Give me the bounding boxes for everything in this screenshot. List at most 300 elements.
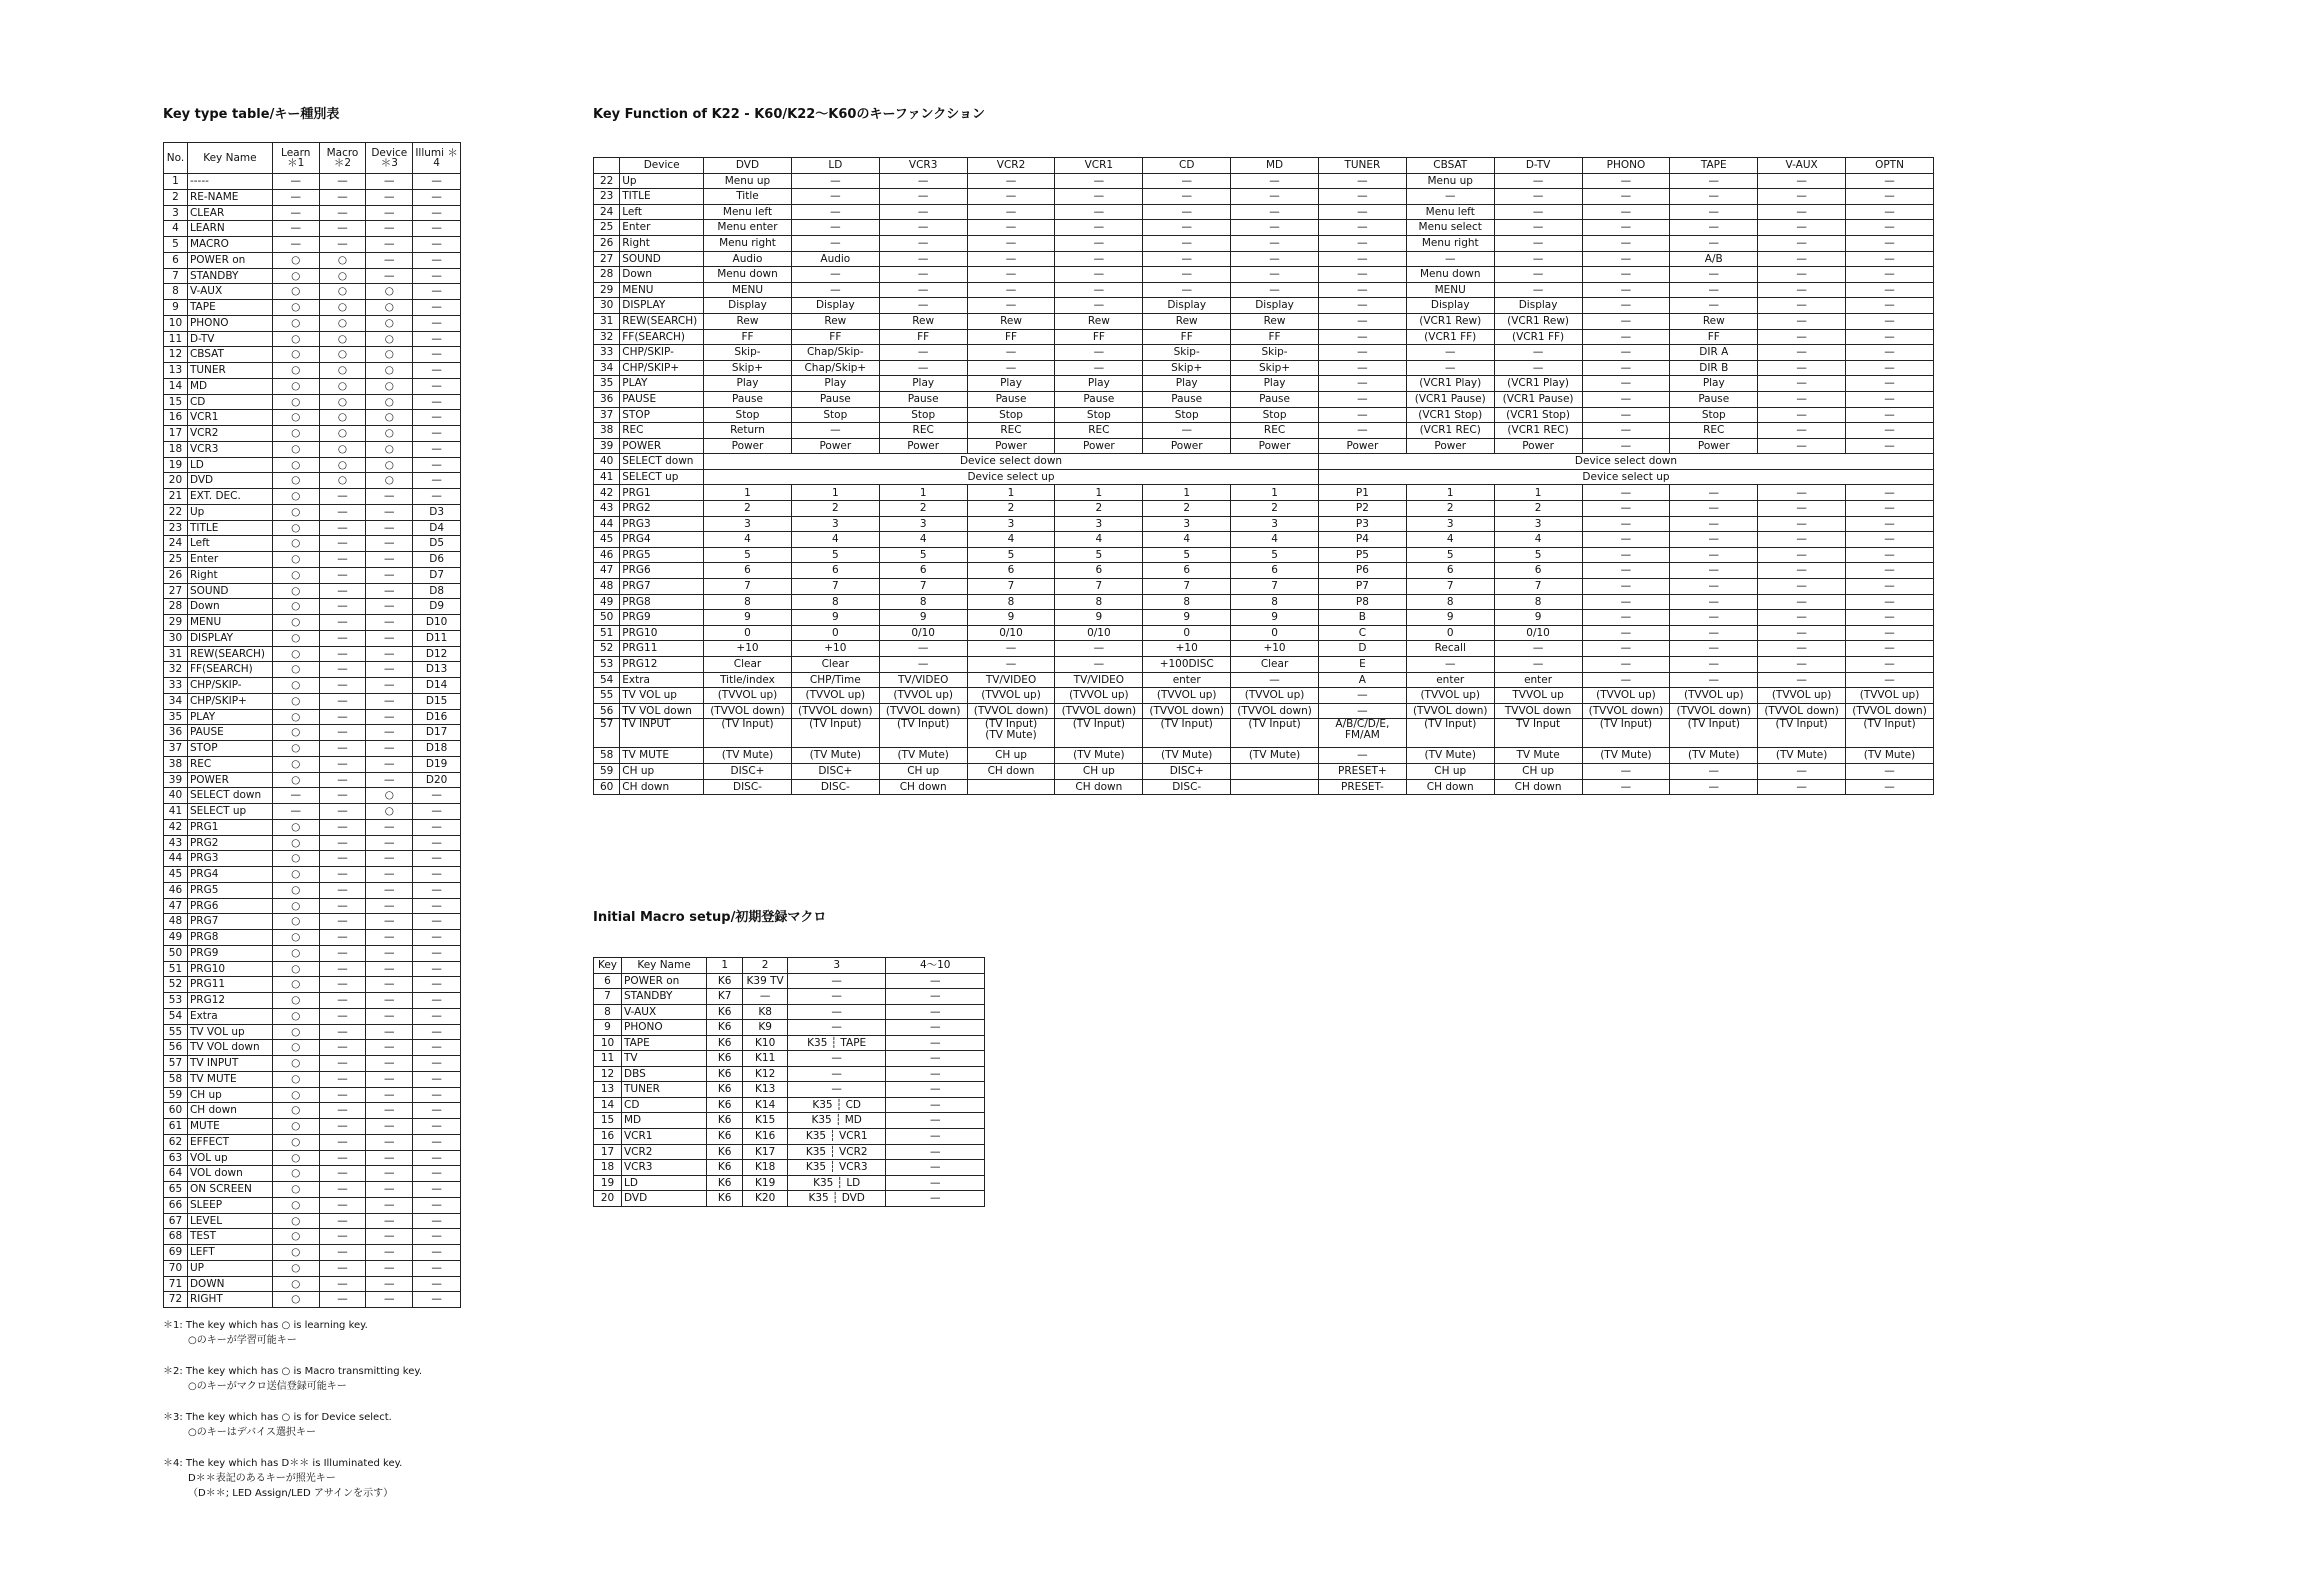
function-cell: (TVVOL down) xyxy=(704,703,792,719)
footnote xyxy=(163,1318,422,1348)
key-type-cell: — xyxy=(366,1197,413,1213)
key-number: 17 xyxy=(594,1144,622,1160)
function-cell: enter xyxy=(1494,672,1582,688)
key-number: 25 xyxy=(594,220,620,236)
function-cell: 6 xyxy=(1055,563,1143,579)
function-cell: — xyxy=(1055,204,1143,220)
key-number: 64 xyxy=(164,1166,188,1182)
key-type-row xyxy=(164,347,461,363)
key-type-cell: ○ xyxy=(272,473,319,489)
key-function-row xyxy=(594,516,1934,532)
footnote-english: ＊4: The key which has D＊＊ is Illuminated key. xyxy=(163,1458,403,1469)
function-cell: 1 xyxy=(1055,485,1143,501)
key-number: 37 xyxy=(164,741,188,757)
function-cell: — xyxy=(1582,532,1670,548)
key-type-row xyxy=(164,930,461,946)
initial-macro-header-row xyxy=(594,958,985,974)
key-number: 71 xyxy=(164,1276,188,1292)
key-function-row xyxy=(594,235,1934,251)
function-cell: 1 xyxy=(967,485,1055,501)
key-type-cell: — xyxy=(319,756,366,772)
function-cell: — xyxy=(1318,391,1406,407)
key-name: STANDBY xyxy=(187,268,272,284)
key-type-cell: ○ xyxy=(366,331,413,347)
function-cell: B xyxy=(1318,610,1406,626)
function-cell: — xyxy=(1758,298,1846,314)
function-cell: — xyxy=(1494,360,1582,376)
key-type-cell: — xyxy=(413,882,461,898)
device-header-cell: Device xyxy=(620,158,704,174)
macro-step: K35 ┆ MD xyxy=(787,1113,886,1129)
key-name: CHP/SKIP- xyxy=(620,345,704,361)
key-type-cell: — xyxy=(319,504,366,520)
key-type-cell: ○ xyxy=(272,457,319,473)
function-cell: +100DISC xyxy=(1143,657,1231,673)
key-number: 22 xyxy=(594,173,620,189)
device-header-cell: VCR3 xyxy=(879,158,967,174)
key-number: 37 xyxy=(594,407,620,423)
function-cell: 6 xyxy=(879,563,967,579)
macro-row xyxy=(594,1004,985,1020)
function-cell: — xyxy=(1231,189,1319,205)
function-cell: Rew xyxy=(1231,313,1319,329)
key-type-row xyxy=(164,1260,461,1276)
function-cell: (TVVOL up) xyxy=(1231,688,1319,704)
key-number: 54 xyxy=(594,672,620,688)
key-type-cell: — xyxy=(319,630,366,646)
key-name: TV VOL down xyxy=(620,703,704,719)
macro-step: K17 xyxy=(743,1144,788,1160)
key-type-cell: ○ xyxy=(272,772,319,788)
function-cell: — xyxy=(1582,641,1670,657)
device-header-cell: TUNER xyxy=(1318,158,1406,174)
key-type-cell: ○ xyxy=(319,284,366,300)
function-cell: — xyxy=(1318,376,1406,392)
key-name: ----- xyxy=(187,174,272,190)
function-cell: — xyxy=(1758,610,1846,626)
key-number: 56 xyxy=(164,1040,188,1056)
function-cell: (VCR1 Play) xyxy=(1494,376,1582,392)
key-type-cell: — xyxy=(319,1071,366,1087)
key-type-cell: — xyxy=(319,977,366,993)
key-number: 57 xyxy=(164,1056,188,1072)
key-type-cell: ○ xyxy=(319,363,366,379)
key-type-cell: ○ xyxy=(272,363,319,379)
key-type-row xyxy=(164,709,461,725)
function-cell: P7 xyxy=(1318,579,1406,595)
key-type-cell: — xyxy=(319,851,366,867)
function-cell: Skip+ xyxy=(1143,360,1231,376)
key-type-cell: — xyxy=(366,1024,413,1040)
function-cell: 5 xyxy=(967,547,1055,563)
key-number: 52 xyxy=(164,977,188,993)
macro-step: — xyxy=(886,1113,985,1129)
key-type-cell: — xyxy=(366,693,413,709)
function-cell: P6 xyxy=(1318,563,1406,579)
key-number: 49 xyxy=(164,930,188,946)
function-cell: — xyxy=(1758,345,1846,361)
function-cell: — xyxy=(1318,313,1406,329)
function-cell xyxy=(967,779,1055,795)
key-type-cell: — xyxy=(319,1040,366,1056)
key-type-cell: ○ xyxy=(272,1134,319,1150)
function-cell: — xyxy=(1143,267,1231,283)
key-type-cell: — xyxy=(319,489,366,505)
key-name: PRG6 xyxy=(620,563,704,579)
key-number: 5 xyxy=(164,237,188,253)
function-cell: — xyxy=(791,267,879,283)
function-cell: Power xyxy=(1670,438,1758,454)
key-name: REW(SEARCH) xyxy=(620,313,704,329)
function-cell: — xyxy=(1670,610,1758,626)
footnote-japanese: ○のキーがマクロ送信登録可能キー xyxy=(188,1381,347,1392)
key-type-cell: ○ xyxy=(272,1276,319,1292)
function-cell: Clear xyxy=(1231,657,1319,673)
key-name: PRG8 xyxy=(187,930,272,946)
function-cell: 3 xyxy=(1494,516,1582,532)
key-name: TITLE xyxy=(620,189,704,205)
key-name: PHONO xyxy=(187,315,272,331)
key-name: TV VOL up xyxy=(187,1024,272,1040)
footnote-english: ＊1: The key which has ○ is learning key. xyxy=(163,1320,368,1331)
key-type-cell: ○ xyxy=(272,1292,319,1308)
function-cell: — xyxy=(1670,501,1758,517)
key-type-cell: — xyxy=(319,835,366,851)
key-type-cell: — xyxy=(413,1213,461,1229)
function-cell: — xyxy=(1231,220,1319,236)
select-span-left: Device select down xyxy=(704,454,1319,470)
key-type-row xyxy=(164,189,461,205)
function-cell: +10 xyxy=(1231,641,1319,657)
function-cell: A xyxy=(1318,672,1406,688)
device-header-cell: CBSAT xyxy=(1406,158,1494,174)
key-type-cell: ○ xyxy=(272,583,319,599)
macro-step: K14 xyxy=(743,1097,788,1113)
key-type-cell: ○ xyxy=(272,977,319,993)
key-type-cell: — xyxy=(272,174,319,190)
function-cell: — xyxy=(1318,204,1406,220)
key-type-cell: ○ xyxy=(272,1087,319,1103)
key-type-row xyxy=(164,1292,461,1308)
key-name: TV VOL down xyxy=(187,1040,272,1056)
function-cell: — xyxy=(1758,329,1846,345)
function-cell: — xyxy=(1318,748,1406,764)
key-name: TV xyxy=(622,1051,707,1067)
function-cell: 4 xyxy=(791,532,879,548)
function-cell: 8 xyxy=(1231,594,1319,610)
function-cell: 5 xyxy=(1055,547,1143,563)
key-number: 39 xyxy=(164,772,188,788)
key-number: 44 xyxy=(164,851,188,867)
function-cell: 0/10 xyxy=(1494,625,1582,641)
function-cell: TVVOL up xyxy=(1494,688,1582,704)
key-name: Up xyxy=(187,504,272,520)
key-number: 36 xyxy=(594,391,620,407)
key-number: 51 xyxy=(594,625,620,641)
function-cell: — xyxy=(1582,423,1670,439)
macro-step: K6 xyxy=(707,1144,743,1160)
key-number: 30 xyxy=(594,298,620,314)
function-cell: REC xyxy=(879,423,967,439)
function-cell: D xyxy=(1318,641,1406,657)
key-type-cell: — xyxy=(319,1260,366,1276)
key-type-cell: — xyxy=(272,804,319,820)
key-type-cell: — xyxy=(366,741,413,757)
key-type-cell: — xyxy=(366,1119,413,1135)
key-type-cell: ○ xyxy=(272,426,319,442)
key-name: MENU xyxy=(187,615,272,631)
function-cell: — xyxy=(879,282,967,298)
function-cell: — xyxy=(1670,579,1758,595)
key-type-cell: — xyxy=(366,1260,413,1276)
key-type-row xyxy=(164,1119,461,1135)
function-cell xyxy=(1231,779,1319,795)
key-type-cell: ○ xyxy=(272,552,319,568)
function-cell: — xyxy=(1582,625,1670,641)
function-cell: — xyxy=(1670,657,1758,673)
function-cell: — xyxy=(967,282,1055,298)
function-cell: Recall xyxy=(1406,641,1494,657)
function-cell: (TVVOL down) xyxy=(967,703,1055,719)
function-cell: — xyxy=(1846,220,1934,236)
key-name: FF(SEARCH) xyxy=(620,329,704,345)
function-cell: — xyxy=(1758,407,1846,423)
footnote xyxy=(163,1410,422,1440)
key-type-row xyxy=(164,1056,461,1072)
key-number: 12 xyxy=(164,347,188,363)
key-type-cell: — xyxy=(366,1103,413,1119)
key-function-row xyxy=(594,376,1934,392)
device-header-cell: TAPE xyxy=(1670,158,1758,174)
key-type-cell: — xyxy=(319,174,366,190)
function-cell: 8 xyxy=(1055,594,1143,610)
key-number: 28 xyxy=(594,267,620,283)
key-type-row xyxy=(164,221,461,237)
macro-step: K6 xyxy=(707,1082,743,1098)
macro-step: K6 xyxy=(707,1066,743,1082)
key-type-cell: — xyxy=(366,1150,413,1166)
key-number: 59 xyxy=(164,1087,188,1103)
key-number: 20 xyxy=(164,473,188,489)
function-cell: (VCR1 Rew) xyxy=(1406,313,1494,329)
function-cell: — xyxy=(967,251,1055,267)
key-type-row xyxy=(164,1071,461,1087)
key-number: 6 xyxy=(594,973,622,989)
function-cell: — xyxy=(967,267,1055,283)
key-number: 61 xyxy=(164,1119,188,1135)
key-name: Down xyxy=(620,267,704,283)
key-type-cell: ○ xyxy=(366,788,413,804)
key-type-cell: — xyxy=(366,977,413,993)
key-number: 67 xyxy=(164,1213,188,1229)
key-number: 13 xyxy=(164,363,188,379)
function-cell: — xyxy=(1846,672,1934,688)
function-cell: — xyxy=(1055,657,1143,673)
function-cell: FF xyxy=(1143,329,1231,345)
key-function-row xyxy=(594,657,1934,673)
key-number: 18 xyxy=(594,1160,622,1176)
function-cell: — xyxy=(967,235,1055,251)
function-cell: +10 xyxy=(1143,641,1231,657)
key-type-cell: — xyxy=(366,205,413,221)
function-cell: (TV Mute) xyxy=(791,748,879,764)
function-cell: — xyxy=(1846,173,1934,189)
function-cell: FF xyxy=(1670,329,1758,345)
function-cell: CH up xyxy=(1494,763,1582,779)
key-type-cell: ○ xyxy=(272,1103,319,1119)
function-cell: — xyxy=(1055,267,1143,283)
key-type-cell: — xyxy=(413,804,461,820)
key-type-cell: ○ xyxy=(272,930,319,946)
key-type-row xyxy=(164,378,461,394)
key-type-row xyxy=(164,1245,461,1261)
function-cell: Power xyxy=(1231,438,1319,454)
footnote-english: ＊2: The key which has ○ is Macro transmitting key. xyxy=(163,1366,423,1377)
function-cell: Play xyxy=(791,376,879,392)
function-cell: (TV Input) xyxy=(791,719,879,748)
key-type-cell: — xyxy=(366,898,413,914)
function-cell: — xyxy=(1670,189,1758,205)
key-type-row xyxy=(164,1197,461,1213)
key-type-cell: — xyxy=(366,1182,413,1198)
key-type-cell: ○ xyxy=(272,1071,319,1087)
function-cell: (TVVOL down) xyxy=(1758,703,1846,719)
key-type-cell: — xyxy=(413,1245,461,1261)
function-cell: (TVVOL up) xyxy=(1406,688,1494,704)
key-function-row xyxy=(594,594,1934,610)
key-function-row xyxy=(594,173,1934,189)
key-number: 19 xyxy=(594,1175,622,1191)
macro-step: — xyxy=(886,1004,985,1020)
function-cell: Skip+ xyxy=(704,360,792,376)
key-type-cell: — xyxy=(366,1008,413,1024)
function-cell: FF xyxy=(879,329,967,345)
function-cell: — xyxy=(1846,547,1934,563)
function-cell: — xyxy=(1582,360,1670,376)
key-type-cell: — xyxy=(413,788,461,804)
function-cell: — xyxy=(1758,563,1846,579)
function-cell: — xyxy=(1582,501,1670,517)
key-name: Enter xyxy=(620,220,704,236)
function-cell: 5 xyxy=(1494,547,1582,563)
function-cell: DISC- xyxy=(704,779,792,795)
key-number: 15 xyxy=(594,1113,622,1129)
function-cell: — xyxy=(1758,547,1846,563)
key-name: PRG4 xyxy=(620,532,704,548)
function-cell: 5 xyxy=(1143,547,1231,563)
key-type-cell: — xyxy=(272,221,319,237)
key-name: REC xyxy=(187,756,272,772)
key-type-cell: — xyxy=(366,914,413,930)
key-name: PRG3 xyxy=(187,851,272,867)
macro-step: K11 xyxy=(743,1051,788,1067)
key-name: TITLE xyxy=(187,520,272,536)
function-cell: P5 xyxy=(1318,547,1406,563)
key-function-row xyxy=(594,345,1934,361)
key-number: 70 xyxy=(164,1260,188,1276)
key-number: 60 xyxy=(164,1103,188,1119)
function-cell: Menu up xyxy=(1406,173,1494,189)
key-number: 27 xyxy=(164,583,188,599)
key-name: CD xyxy=(622,1097,707,1113)
macro-step: K35 ┆ DVD xyxy=(787,1191,886,1207)
function-cell: Title/index xyxy=(704,672,792,688)
key-type-cell: ○ xyxy=(319,268,366,284)
key-type-cell: ○ xyxy=(319,378,366,394)
function-cell: C xyxy=(1318,625,1406,641)
key-type-row xyxy=(164,1134,461,1150)
function-cell: — xyxy=(1582,438,1670,454)
key-type-row xyxy=(164,1008,461,1024)
key-type-cell: ○ xyxy=(272,284,319,300)
macro-row xyxy=(594,1175,985,1191)
key-number: 52 xyxy=(594,641,620,657)
function-cell: 6 xyxy=(791,563,879,579)
key-type-row xyxy=(164,426,461,442)
key-type-cell: D12 xyxy=(413,646,461,662)
key-name: LD xyxy=(187,457,272,473)
key-type-cell: D20 xyxy=(413,772,461,788)
key-name: LEVEL xyxy=(187,1213,272,1229)
function-cell: Display xyxy=(1406,298,1494,314)
key-name: TAPE xyxy=(187,300,272,316)
function-cell: 9 xyxy=(1231,610,1319,626)
key-name: DBS xyxy=(622,1066,707,1082)
function-cell: Skip- xyxy=(704,345,792,361)
function-cell: 0 xyxy=(1406,625,1494,641)
key-type-row xyxy=(164,882,461,898)
key-type-row xyxy=(164,174,461,190)
function-cell: 0/10 xyxy=(967,625,1055,641)
function-cell: 7 xyxy=(1406,579,1494,595)
function-cell: — xyxy=(1582,329,1670,345)
key-name: TV MUTE xyxy=(187,1071,272,1087)
key-number: 50 xyxy=(594,610,620,626)
function-cell: — xyxy=(1231,672,1319,688)
function-cell: — xyxy=(879,360,967,376)
macro-step: — xyxy=(743,989,788,1005)
function-cell: 0 xyxy=(791,625,879,641)
function-cell: — xyxy=(1670,594,1758,610)
function-cell: — xyxy=(1318,407,1406,423)
function-cell: CH down xyxy=(1494,779,1582,795)
key-name: CHP/SKIP- xyxy=(187,678,272,694)
function-cell: — xyxy=(1406,189,1494,205)
key-type-cell: — xyxy=(366,1229,413,1245)
function-cell: FF xyxy=(791,329,879,345)
function-cell: 2 xyxy=(967,501,1055,517)
key-type-cell: ○ xyxy=(272,252,319,268)
key-type-cell: ○ xyxy=(272,536,319,552)
function-cell: Play xyxy=(1670,376,1758,392)
function-cell: Menu right xyxy=(704,235,792,251)
key-type-row xyxy=(164,977,461,993)
key-type-cell: ○ xyxy=(272,1245,319,1261)
function-cell: 3 xyxy=(967,516,1055,532)
key-type-cell: — xyxy=(366,536,413,552)
function-cell: PRESET- xyxy=(1318,779,1406,795)
key-type-row xyxy=(164,520,461,536)
function-cell: — xyxy=(1318,173,1406,189)
function-cell: 8 xyxy=(1143,594,1231,610)
key-name: REW(SEARCH) xyxy=(187,646,272,662)
function-cell: 9 xyxy=(704,610,792,626)
key-type-cell: — xyxy=(413,1229,461,1245)
function-cell: 0 xyxy=(1231,625,1319,641)
device-header-cell: VCR1 xyxy=(1055,158,1143,174)
key-number: 55 xyxy=(594,688,620,704)
key-number: 1 xyxy=(164,174,188,190)
